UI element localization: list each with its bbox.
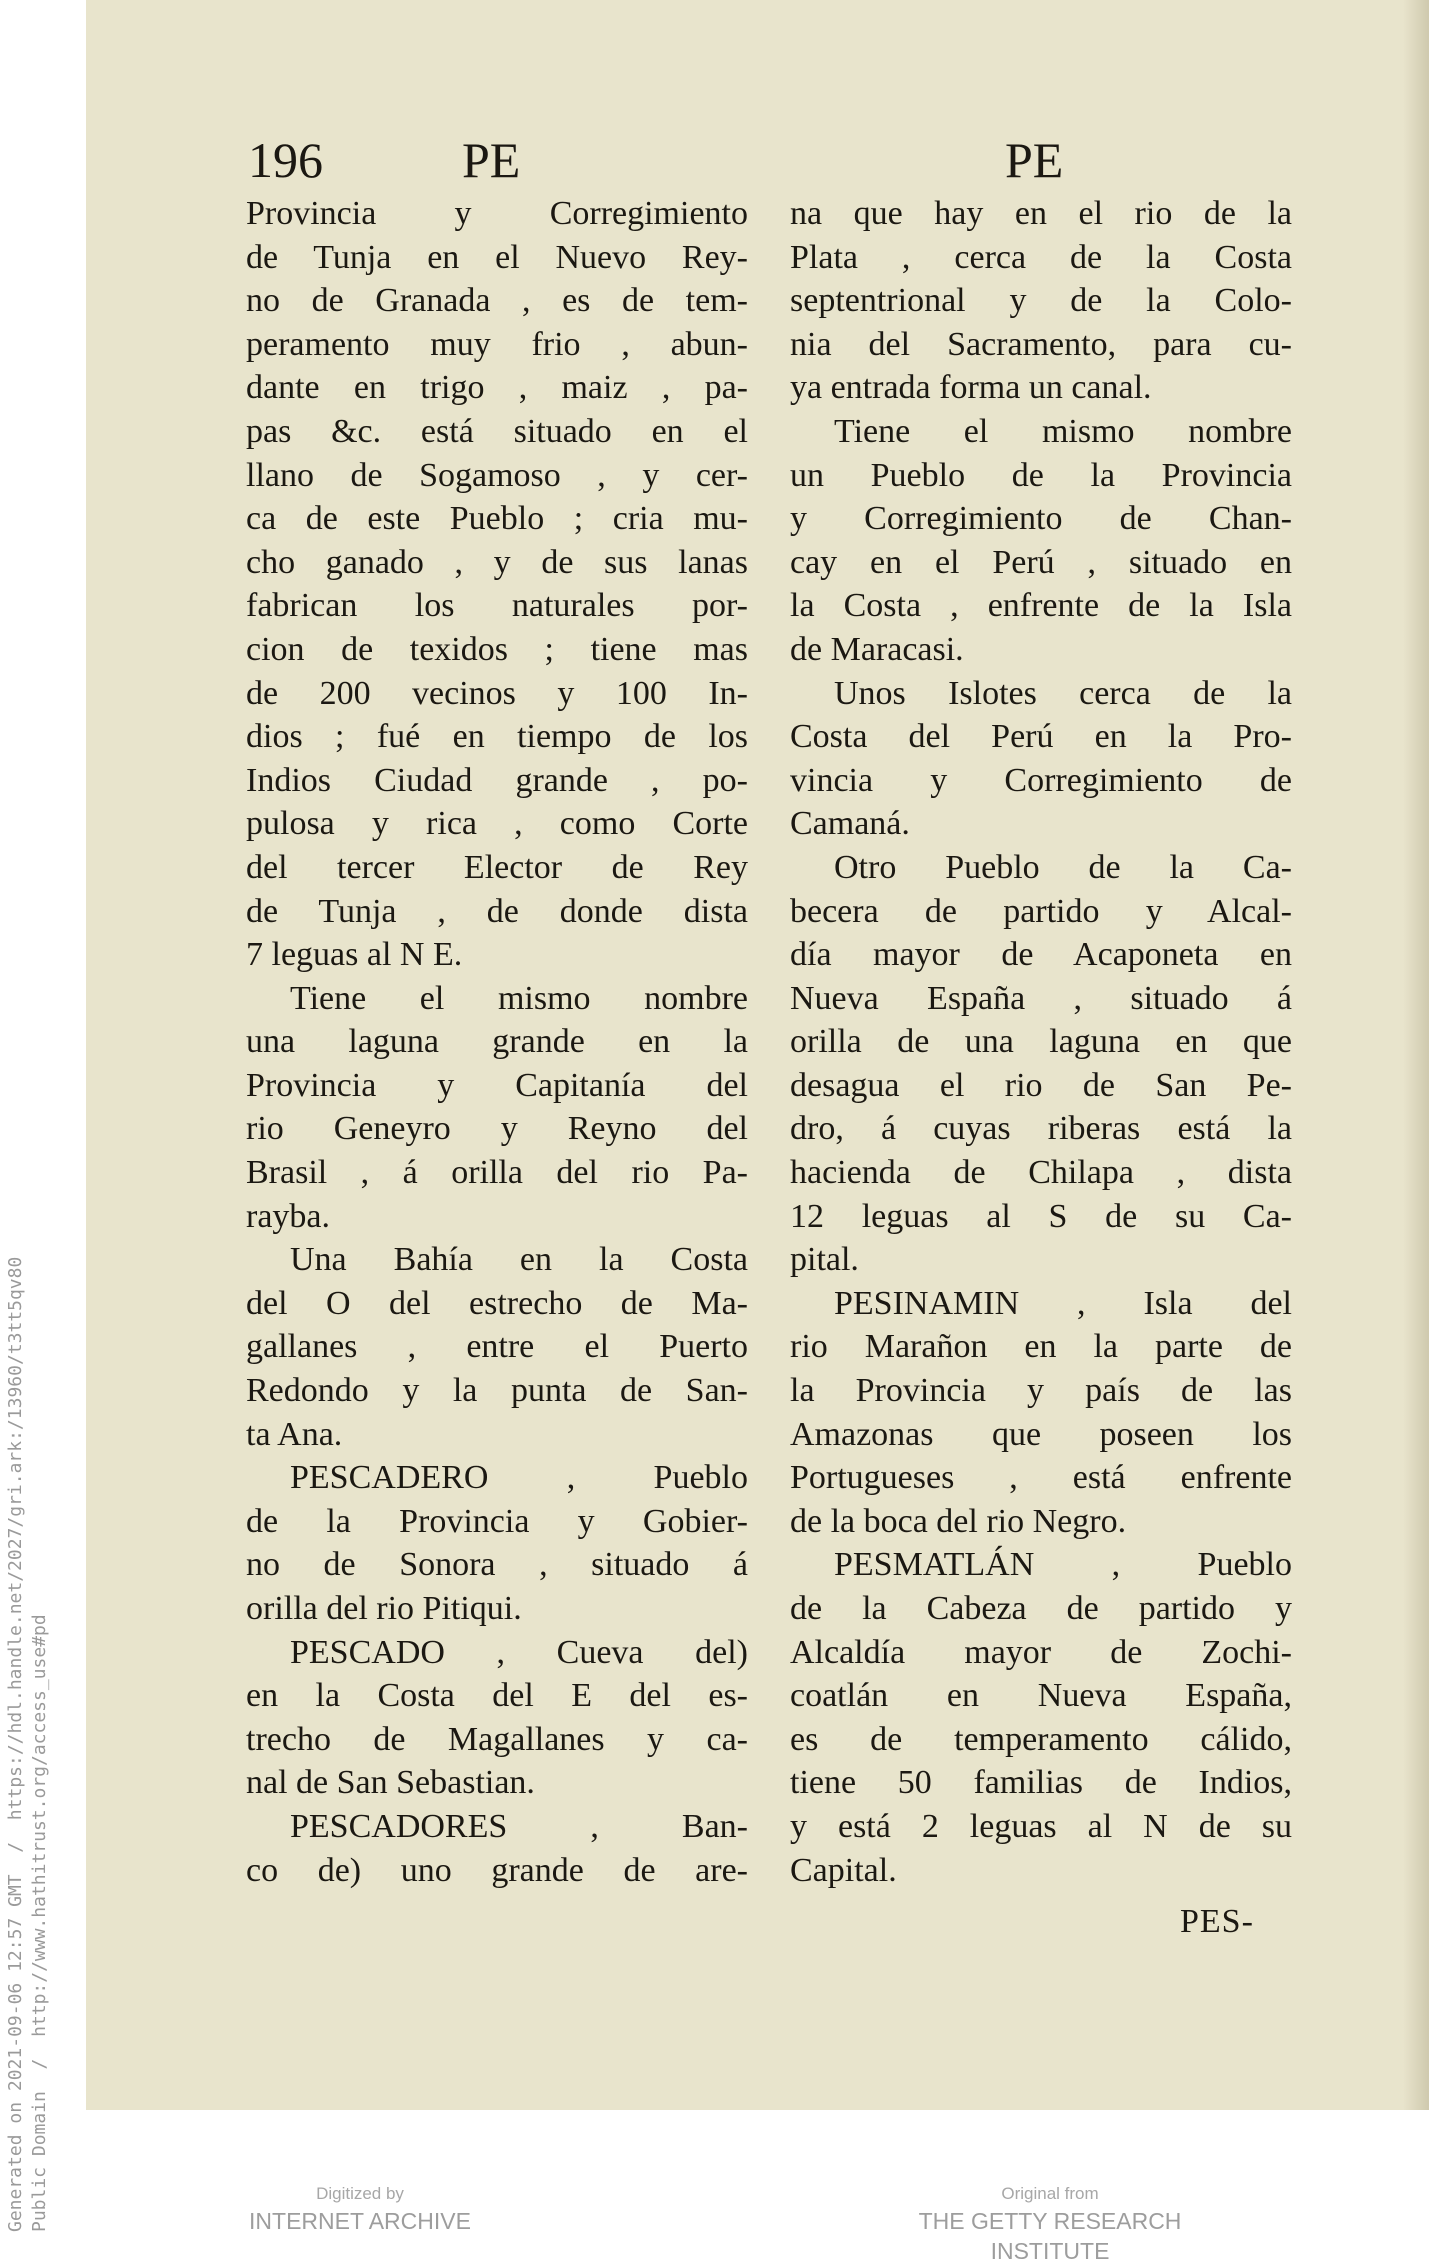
text-line: rio Geneyro y Reyno del xyxy=(246,1110,748,1148)
text-line: Brasil , á orilla del rio Pa- xyxy=(246,1154,748,1192)
text-line: y está 2 leguas al N de su xyxy=(790,1807,1292,1845)
left-column xyxy=(246,192,748,1892)
right-running-header: PE xyxy=(1005,132,1064,188)
text-line: pulosa y rica , como Corte xyxy=(246,805,748,843)
text-line: dro, á cuyas riberas está la xyxy=(790,1110,1292,1148)
text-line: becera de partido y Alcal- xyxy=(790,892,1292,930)
text-line: llano de Sogamoso , y cer- xyxy=(246,456,748,494)
text-line: del O del estrecho de Ma- xyxy=(246,1284,748,1322)
text-line: la Costa , enfrente de la Isla xyxy=(790,587,1292,625)
text-line: pas &c. está situado en el xyxy=(246,412,748,450)
text-line: peramento muy frio , abun- xyxy=(246,325,748,363)
text-line: un Pueblo de la Provincia xyxy=(790,456,1292,494)
text-line: rayba. xyxy=(246,1197,331,1235)
text-line: Capital. xyxy=(790,1851,897,1889)
text-line: Una Bahía en la Costa xyxy=(290,1241,748,1279)
text-line: orilla de una laguna en que xyxy=(790,1023,1292,1061)
watermark-line-1: Generated on 2021-09-06 12:57 GMT / https://hdl.handle.net/2027/gri.ark:/13960/t3tt5qv80 xyxy=(5,1256,26,2232)
text-line: coatlán en Nueva España, xyxy=(790,1677,1292,1715)
text-line: 12 leguas al S de su Ca- xyxy=(790,1197,1292,1235)
text-line: de Maracasi. xyxy=(790,630,964,668)
entry-heading-line: PESMATLÁN , Pueblo xyxy=(834,1546,1292,1584)
text-line: y Corregimiento de Chan- xyxy=(790,500,1292,538)
text-line: es de temperamento cálido, xyxy=(790,1720,1292,1758)
digitized-by-footer xyxy=(220,2182,500,2236)
text-line: dante en trigo , maiz , pa- xyxy=(246,369,748,407)
page-number: 196 xyxy=(248,132,323,188)
getty-institute-label: THE GETTY RESEARCH INSTITUTE xyxy=(918,2208,1182,2264)
text-line: Otro Pueblo de la Ca- xyxy=(834,848,1292,886)
text-line: tiene 50 familias de Indios, xyxy=(790,1764,1292,1802)
text-line: en la Costa del E del es- xyxy=(246,1677,748,1715)
entry-heading-line: PESCADERO , Pueblo xyxy=(290,1459,748,1497)
internet-archive-label: INTERNET ARCHIVE xyxy=(249,2208,471,2234)
text-line: cay en el Perú , situado en xyxy=(790,543,1292,581)
right-column xyxy=(790,192,1292,1892)
text-line: de la boca del rio Negro. xyxy=(790,1502,1127,1540)
text-line: Unos Islotes cerca de la xyxy=(834,674,1292,712)
text-line: Tiene el mismo nombre xyxy=(834,412,1292,450)
text-line: Provincia y Capitanía del xyxy=(246,1066,748,1104)
text-line: no de Granada , es de tem- xyxy=(246,282,748,320)
text-line: septentrional y de la Colo- xyxy=(790,282,1292,320)
text-line: de la Provincia y Gobier- xyxy=(246,1502,748,1540)
catchword: PES- xyxy=(1180,1903,1254,1940)
original-from-label: Original from xyxy=(1001,2184,1099,2203)
text-line: nia del Sacramento, para cu- xyxy=(790,325,1292,363)
text-line: de la Cabeza de partido y xyxy=(790,1590,1292,1627)
text-line: Alcaldía mayor de Zochi- xyxy=(790,1633,1292,1671)
text-line: Redondo y la punta de San- xyxy=(246,1372,748,1410)
original-from-footer xyxy=(860,2182,1240,2266)
text-line: no de Sonora , situado á xyxy=(246,1546,748,1584)
text-line: orilla del rio Pitiqui. xyxy=(246,1590,522,1627)
text-line: ca de este Pueblo ; cria mu- xyxy=(246,500,748,538)
hathitrust-watermark xyxy=(4,1257,52,2232)
text-line: Costa del Perú en la Pro- xyxy=(790,718,1292,756)
text-line: nal de San Sebastian. xyxy=(246,1764,535,1802)
text-line: pital. xyxy=(790,1241,859,1279)
text-line: ya entrada forma un canal. xyxy=(790,369,1152,407)
text-line: gallanes , entre el Puerto xyxy=(246,1328,748,1366)
entry-heading-line: PESCADORES , Ban- xyxy=(290,1807,748,1845)
page-edge-shadow xyxy=(1403,0,1429,2110)
watermark-line-2: Public Domain / http://www.hathitrust.org/access_use#pd xyxy=(29,1614,50,2232)
text-line: hacienda de Chilapa , dista xyxy=(790,1154,1292,1192)
text-line: trecho de Magallanes y ca- xyxy=(246,1720,748,1758)
text-line: cion de texidos ; tiene mas xyxy=(246,630,748,668)
text-line: de 200 vecinos y 100 In- xyxy=(246,674,748,712)
text-line: Portugueses , está enfrente xyxy=(790,1459,1292,1497)
text-line: 7 leguas al N E. xyxy=(246,936,463,974)
text-line: Provincia y Corregimiento xyxy=(246,195,748,232)
text-line: la Provincia y país de las xyxy=(790,1372,1292,1410)
text-line: cho ganado , y de sus lanas xyxy=(246,543,748,581)
text-line: Tiene el mismo nombre xyxy=(290,979,748,1017)
text-line: del tercer Elector de Rey xyxy=(246,848,748,886)
digitized-by-label: Digitized by xyxy=(316,2184,404,2203)
text-line: ta Ana. xyxy=(246,1415,343,1453)
text-line: rio Marañon en la parte de xyxy=(790,1328,1292,1366)
text-line: na que hay en el rio de la xyxy=(790,195,1292,232)
entry-heading-line: PESCADO , Cueva del) xyxy=(290,1633,748,1671)
text-line: dios ; fué en tiempo de los xyxy=(246,718,748,756)
text-line: de Tunja en el Nuevo Rey- xyxy=(246,238,748,276)
text-line: vincia y Corregimiento de xyxy=(790,761,1292,799)
text-line: desagua el rio de San Pe- xyxy=(790,1066,1292,1104)
text-line: Plata , cerca de la Costa xyxy=(790,238,1292,276)
entry-heading-line: PESINAMIN , Isla del xyxy=(834,1284,1292,1322)
text-line: de Tunja , de donde dista xyxy=(246,892,748,930)
text-line: Indios Ciudad grande , po- xyxy=(246,761,748,799)
text-line: fabrican los naturales por- xyxy=(246,587,748,625)
text-line: Amazonas que poseen los xyxy=(790,1415,1292,1453)
left-running-header: PE xyxy=(462,132,521,188)
text-line: Nueva España , situado á xyxy=(790,979,1292,1017)
text-line: co de) uno grande de are- xyxy=(246,1851,748,1889)
text-line: día mayor de Acaponeta en xyxy=(790,936,1292,974)
text-line: una laguna grande en la xyxy=(246,1023,748,1061)
text-line: Camaná. xyxy=(790,805,910,843)
